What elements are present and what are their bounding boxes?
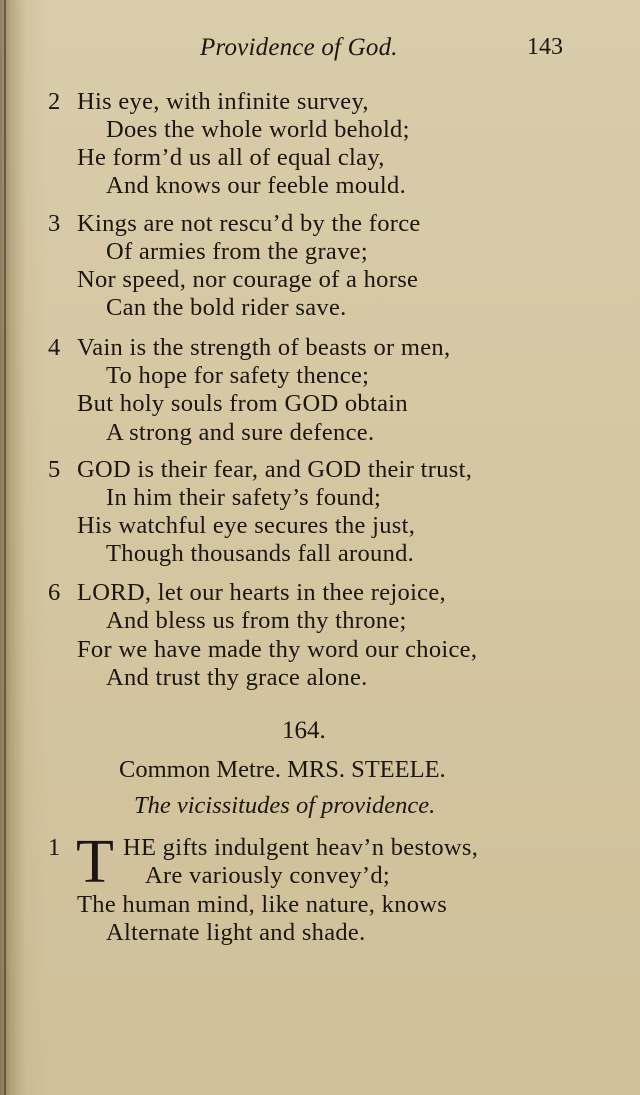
verse-line: But holy souls from GOD obtain <box>77 390 408 417</box>
stanza-number: 3 <box>48 210 61 237</box>
verse-line: Alternate light and shade. <box>106 919 366 946</box>
verse-line: HE gifts indulgent heav’n bestows, <box>123 834 479 861</box>
stanza-number: 4 <box>48 334 61 361</box>
verse-line: Can the bold rider save. <box>106 294 347 321</box>
hymn-number: 164. <box>282 717 326 744</box>
verse-line: Kings are not rescu’d by the force <box>77 210 421 237</box>
verse-line: He form’d us all of equal clay, <box>77 144 385 171</box>
verse-line: Though thousands fall around. <box>106 540 415 567</box>
verse-line: Of armies from the grave; <box>106 238 368 265</box>
page-header <box>0 34 640 68</box>
hymn-meter: Common Metre. <box>119 756 281 783</box>
verse-line: And trust thy grace alone. <box>106 664 368 691</box>
verse-line: GOD is their fear, and GOD their trust, <box>77 456 473 483</box>
verse-line: A strong and sure defence. <box>106 419 375 446</box>
stanza-number: 6 <box>48 579 61 606</box>
drop-cap: T <box>76 828 114 896</box>
verse-line: His eye, with infinite survey, <box>77 88 369 115</box>
verse-line: His watchful eye secures the just, <box>77 512 416 539</box>
verse-line: Are variously convey’d; <box>145 862 391 889</box>
verse-line: In him their safety’s found; <box>106 484 382 511</box>
verse-line: The human mind, like nature, knows <box>77 891 448 918</box>
verse-line: Vain is the strength of beasts or men, <box>77 334 451 361</box>
stanza-number: 5 <box>48 456 61 483</box>
verse-line: To hope for safety thence; <box>106 362 370 389</box>
stanza-number: 2 <box>48 88 61 115</box>
hymn-author: MRS. STEELE. <box>287 756 446 783</box>
verse-line: For we have made thy word our choice, <box>77 636 478 663</box>
page-gutter <box>4 0 6 1095</box>
verse-line: LORD, let our hearts in thee rejoice, <box>77 579 446 606</box>
hymn-subject: The vicissitudes of providence. <box>134 792 436 819</box>
verse-line: And knows our feeble mould. <box>106 172 407 199</box>
verse-line: Does the whole world behold; <box>106 116 410 143</box>
hymn-meter-and-author <box>119 756 446 784</box>
page-number: 143 <box>527 34 563 60</box>
verse-line: Nor speed, nor courage of a horse <box>77 266 419 293</box>
verse-line: And bless us from thy throne; <box>106 607 407 634</box>
running-title: Providence of God. <box>200 34 398 61</box>
stanza-number: 1 <box>48 834 61 861</box>
